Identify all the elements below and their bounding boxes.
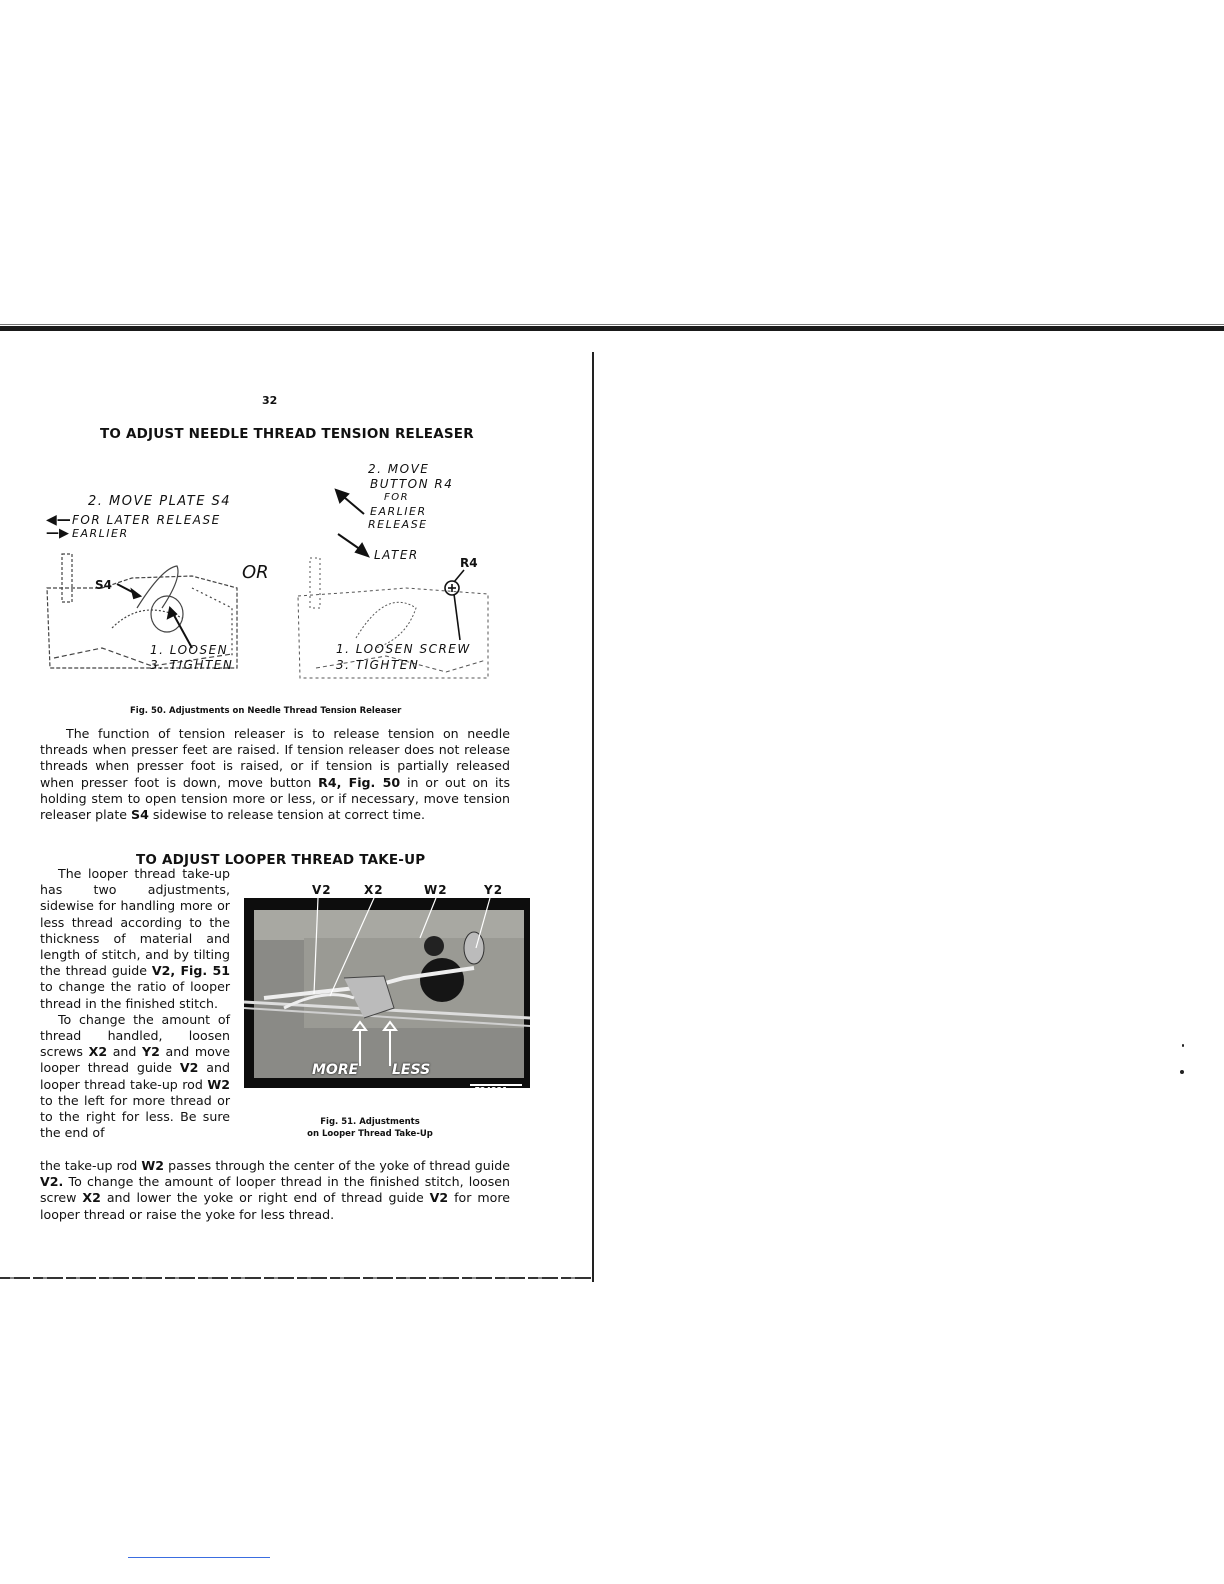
caption-line: on Looper Thread Take-Up (307, 1129, 433, 1139)
top-rule (0, 326, 1224, 331)
fig51-less: LESS (392, 1062, 431, 1078)
fig50-move-plate: 2. MOVE PLATE S4 (88, 494, 232, 509)
page-number: 32 (262, 394, 278, 407)
link-underline (128, 1557, 270, 1558)
fig50-right-drawing (296, 548, 496, 694)
fig50-for: FOR (384, 492, 410, 503)
text: and lower the yoke or right end of thread guide (100, 1190, 430, 1206)
fig50-caption: Fig. 50. Adjustments on Needle Thread Tension Releaser (130, 706, 402, 716)
ref-v2: V2 (429, 1190, 449, 1206)
text: to change the ratio of looper thread in the finished stitch. (40, 979, 230, 1011)
heading-looper-take-up: TO ADJUST LOOPER THREAD TAKE-UP (136, 852, 426, 868)
fig50-tighten: 3. TIGHTEN (150, 658, 234, 672)
text: To change the amount of looper thread in the finished stitch, loosen screw (40, 1174, 510, 1206)
fig51-more: MORE (312, 1062, 359, 1078)
text: To change the amount of thread handled, loosen screws (40, 1011, 230, 1060)
fig50-later: LATER (374, 548, 419, 562)
fig51-code: E24321 (474, 1086, 508, 1095)
caption-line: Fig. 51. Adjustments (320, 1117, 420, 1127)
text: and looper thread take-up rod (40, 1060, 230, 1092)
arrow-left-icon: ◀— (46, 512, 71, 528)
fig50-or: OR (242, 562, 269, 583)
fig51-label-v2: V2 (312, 883, 332, 897)
text: The function of tension releaser is to release tension on needle threads when presser feet are raised. If tension releaser does not release threads when presser foot is raised, or if tension is partially released when presser foot is down, move button (40, 726, 510, 790)
ref-x2: X2 (88, 1044, 108, 1060)
fig50-earlier-right: EARLIER (370, 505, 427, 518)
looper-column-text (40, 866, 230, 1141)
ref-w2: W2 (207, 1076, 230, 1092)
page-gutter-rule (592, 352, 594, 1282)
paragraph-tension-releaser (40, 726, 510, 823)
ref-w2: W2 (141, 1158, 164, 1173)
top-rule-thin (0, 324, 1224, 325)
fig51-label-y2: Y2 (484, 883, 504, 897)
text: sidewise to release tension at correct time. (148, 807, 425, 823)
fig50-part-s4: S4 (95, 578, 112, 592)
text: and (107, 1044, 143, 1060)
ref-x2: X2 (82, 1190, 101, 1206)
fig50-loosen: 1. LOOSEN (150, 643, 229, 657)
ref-v2: V2 (179, 1060, 199, 1076)
ref-y2: Y2 (142, 1044, 160, 1060)
text: the take-up rod (40, 1158, 142, 1173)
ref-v2-fig51: V2, Fig. 51 (151, 963, 230, 979)
arrow-right-icon: —▶ (46, 526, 69, 541)
fig50-release: RELEASE (368, 518, 428, 531)
heading-tension-releaser: TO ADJUST NEEDLE THREAD TENSION RELEASER (100, 426, 474, 442)
fig50-tighten-right: 3. TIGHTEN (336, 658, 420, 672)
fig50-later-release: FOR LATER RELEASE (72, 513, 221, 527)
fig51-label-w2: W2 (424, 883, 448, 897)
text: The looper thread take-up has two adjustments, sidewise for handling more or less thread according to the thickness of material and length of stitch, and by tilting the thread guide (40, 866, 230, 979)
text: for more looper thread or raise the yoke for less thread. (40, 1190, 510, 1222)
paragraph-looper-tail (40, 1158, 510, 1223)
fig50-loosen-screw: 1. LOOSEN SCREW (336, 642, 471, 656)
speck (1180, 1070, 1184, 1074)
ref-v2: V2. (40, 1174, 64, 1190)
text: to the left for more thread or to the right for less. Be sure the end of (40, 1092, 230, 1141)
text: passes through the center of the yoke of thread guide (164, 1158, 510, 1173)
fig50-move: 2. MOVE (368, 462, 430, 476)
fig51-caption (270, 1116, 470, 1140)
text: and move looper thread guide (40, 1044, 230, 1076)
bottom-rule (0, 1277, 592, 1279)
ref-s4: S4 (131, 807, 149, 823)
fig50-button-r4: BUTTON R4 (370, 477, 454, 491)
ref-r4-fig50: R4, Fig. 50 (318, 774, 401, 790)
fig51-label-x2: X2 (364, 883, 384, 897)
fig50-earlier: EARLIER (72, 527, 129, 540)
speck (1182, 1044, 1184, 1047)
fig50-part-r4: R4 (460, 556, 478, 570)
text: in or out on its holding stem to open tension more or less, or if necessary, move tension releaser plate (40, 774, 511, 823)
fig51-photo (244, 898, 530, 1088)
